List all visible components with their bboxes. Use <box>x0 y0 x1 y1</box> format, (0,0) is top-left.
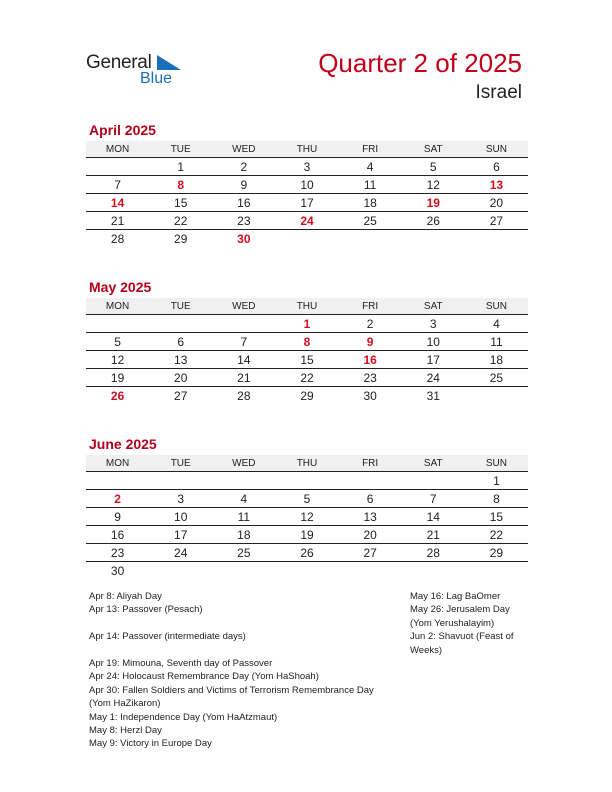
weekday-header: FRI <box>339 455 402 472</box>
holiday-day-cell: 19 <box>402 194 465 212</box>
day-cell: 7 <box>402 490 465 508</box>
week-row <box>86 315 528 333</box>
day-cell: 30 <box>110 563 125 578</box>
holiday-list-left <box>89 590 409 751</box>
week-row <box>86 562 528 580</box>
day-cell: 11 <box>212 508 275 526</box>
holiday-entry <box>89 644 409 657</box>
week-row <box>86 158 528 176</box>
day-cell: 4 <box>465 315 528 333</box>
holiday-day-cell: 14 <box>86 194 149 212</box>
empty-day-cell <box>402 562 465 580</box>
day-cell: 17 <box>402 351 465 369</box>
weekday-header: MON <box>86 298 149 315</box>
day-cell: 29 <box>174 231 188 246</box>
holiday-day-cell: 30 <box>237 231 251 246</box>
empty-day-cell <box>86 315 149 333</box>
empty-day-cell <box>402 472 465 490</box>
empty-day-cell <box>86 158 149 176</box>
holiday-entry: May 8: Herzl Day <box>89 725 162 737</box>
day-cell: 5 <box>86 333 149 351</box>
logo-general-text: General <box>86 52 152 73</box>
day-cell: 7 <box>86 176 149 194</box>
week-row <box>86 490 528 508</box>
day-cell: 4 <box>339 158 402 176</box>
day-cell: 9 <box>212 176 275 194</box>
day-cell: 15 <box>465 508 528 526</box>
month-title: May 2025 <box>89 279 152 295</box>
empty-day-cell <box>149 315 212 333</box>
day-cell: 21 <box>402 526 465 544</box>
day-cell: 28 <box>110 231 125 246</box>
weekday-header: WED <box>212 298 275 315</box>
empty-day-cell <box>275 472 338 490</box>
holiday-entry: May 9: Victory in Europe Day <box>89 738 212 750</box>
holiday-day-cell: 26 <box>110 388 125 403</box>
week-row <box>86 176 528 194</box>
weekday-header: THU <box>275 455 338 472</box>
holiday-list-right <box>410 590 530 657</box>
day-cell: 1 <box>465 472 528 490</box>
day-cell: 11 <box>465 333 528 351</box>
empty-day-cell <box>339 230 402 248</box>
page-title: Quarter 2 of 2025 <box>318 48 522 78</box>
day-cell: 5 <box>402 158 465 176</box>
logo <box>86 52 186 92</box>
day-cell: 15 <box>149 194 212 212</box>
empty-day-cell <box>212 472 275 490</box>
day-cell: 14 <box>402 508 465 526</box>
empty-day-cell <box>465 562 528 580</box>
week-row <box>86 369 528 387</box>
weekday-header: SUN <box>465 141 528 158</box>
day-cell: 17 <box>149 526 212 544</box>
empty-day-cell <box>149 562 212 580</box>
day-cell: 6 <box>465 158 528 176</box>
day-cell: 22 <box>465 526 528 544</box>
weekday-header: THU <box>275 141 338 158</box>
day-cell: 10 <box>402 333 465 351</box>
calendar-table <box>86 141 528 247</box>
day-cell: 13 <box>339 508 402 526</box>
weekday-header: TUE <box>149 298 212 315</box>
day-cell: 26 <box>402 212 465 230</box>
logo-triangle-icon <box>157 55 181 70</box>
week-row <box>86 508 528 526</box>
day-cell: 4 <box>212 490 275 508</box>
day-cell: 5 <box>275 490 338 508</box>
holiday-day-cell: 16 <box>339 351 402 369</box>
week-row <box>86 351 528 369</box>
day-cell: 10 <box>149 508 212 526</box>
day-cell: 18 <box>465 351 528 369</box>
day-cell: 27 <box>465 212 528 230</box>
weekday-header: WED <box>212 455 275 472</box>
weekday-header: FRI <box>339 141 402 158</box>
holiday-entry: Apr 14: Passover (intermediate days) <box>89 631 246 643</box>
weekday-header: SAT <box>402 298 465 315</box>
weekday-header: FRI <box>339 298 402 315</box>
day-cell: 23 <box>212 212 275 230</box>
day-cell: 22 <box>275 369 338 387</box>
day-cell: 12 <box>86 351 149 369</box>
day-cell: 1 <box>149 158 212 176</box>
day-cell: 19 <box>86 369 149 387</box>
day-cell: 30 <box>363 388 377 403</box>
logo-blue-text: Blue <box>140 70 173 87</box>
empty-day-cell <box>402 230 465 248</box>
day-cell: 20 <box>149 369 212 387</box>
holiday-entry: May 26: Jerusalem Day <box>410 604 510 616</box>
empty-day-cell <box>275 230 338 248</box>
empty-day-cell <box>149 472 212 490</box>
day-cell: 27 <box>174 388 188 403</box>
day-cell: 3 <box>402 315 465 333</box>
day-cell: 25 <box>212 544 275 562</box>
calendar-table <box>86 298 528 404</box>
day-cell: 12 <box>275 508 338 526</box>
weekday-header: SUN <box>465 298 528 315</box>
holiday-entry: Apr 8: Aliyah Day <box>89 591 162 602</box>
day-cell: 2 <box>212 158 275 176</box>
day-cell: 24 <box>402 369 465 387</box>
day-cell: 25 <box>465 369 528 387</box>
day-cell: 26 <box>275 544 338 562</box>
holiday-entry: May 1: Independence Day (Yom HaAtzmaut) <box>89 711 278 723</box>
day-cell: 24 <box>149 544 212 562</box>
day-cell: 23 <box>86 544 149 562</box>
day-cell: 28 <box>237 388 251 403</box>
week-row <box>86 333 528 351</box>
day-cell: 13 <box>149 351 212 369</box>
day-cell: 8 <box>465 490 528 508</box>
holiday-entry: Apr 30: Fallen Soldiers and Victims of Terrorism Remembrance Day <box>89 684 374 696</box>
holiday-entry: (Yom Yerushalayim) <box>410 617 495 629</box>
day-cell: 11 <box>339 176 402 194</box>
empty-day-cell <box>465 387 528 405</box>
day-cell: 22 <box>149 212 212 230</box>
day-cell: 20 <box>339 526 402 544</box>
empty-day-cell <box>212 562 275 580</box>
day-cell: 31 <box>426 388 440 403</box>
day-cell: 29 <box>300 388 314 403</box>
empty-day-cell <box>339 562 402 580</box>
holiday-day-cell: 2 <box>86 490 149 508</box>
weekday-header: TUE <box>149 455 212 472</box>
day-cell: 7 <box>212 333 275 351</box>
week-row <box>86 472 528 490</box>
holiday-day-cell: 8 <box>275 333 338 351</box>
country-name: Israel <box>475 82 522 103</box>
week-row <box>86 194 528 212</box>
day-cell: 9 <box>86 508 149 526</box>
day-cell: 12 <box>402 176 465 194</box>
day-cell: 3 <box>275 158 338 176</box>
day-cell: 21 <box>86 212 149 230</box>
day-cell: 29 <box>465 544 528 562</box>
holiday-day-cell: 8 <box>149 176 212 194</box>
day-cell: 14 <box>212 351 275 369</box>
empty-day-cell <box>86 472 149 490</box>
weekday-header: MON <box>86 141 149 158</box>
holiday-entry: Apr 13: Passover (Pesach) <box>89 604 203 616</box>
holiday-day-cell: 24 <box>275 212 338 230</box>
empty-day-cell <box>465 230 528 248</box>
holiday-entry: (Yom HaZikaron) <box>89 698 161 710</box>
day-cell: 28 <box>402 544 465 562</box>
empty-day-cell <box>339 472 402 490</box>
holiday-day-cell: 1 <box>275 315 338 333</box>
day-cell: 18 <box>339 194 402 212</box>
day-cell: 19 <box>275 526 338 544</box>
day-cell: 27 <box>339 544 402 562</box>
day-cell: 16 <box>86 526 149 544</box>
holiday-entry: Apr 19: Mimouna, Seventh day of Passover <box>89 658 273 670</box>
holiday-entry: Weeks) <box>410 644 443 656</box>
holiday-day-cell: 13 <box>465 176 528 194</box>
day-cell: 3 <box>149 490 212 508</box>
holiday-entry: May 16: Lag BaOmer <box>410 591 501 602</box>
weekday-header: MON <box>86 455 149 472</box>
day-cell: 6 <box>339 490 402 508</box>
month-title: April 2025 <box>89 122 156 138</box>
holiday-day-cell: 9 <box>339 333 402 351</box>
week-row <box>86 230 528 248</box>
day-cell: 25 <box>339 212 402 230</box>
day-cell: 21 <box>212 369 275 387</box>
month-title: June 2025 <box>89 436 157 452</box>
week-row <box>86 544 528 562</box>
day-cell: 17 <box>275 194 338 212</box>
weekday-header: SAT <box>402 455 465 472</box>
day-cell: 10 <box>275 176 338 194</box>
day-cell: 20 <box>465 194 528 212</box>
day-cell: 23 <box>339 369 402 387</box>
day-cell: 15 <box>275 351 338 369</box>
day-cell: 18 <box>212 526 275 544</box>
week-row <box>86 387 528 405</box>
holiday-entry: Apr 24: Holocaust Remembrance Day (Yom HaShoah) <box>89 671 319 683</box>
holiday-entry: Jun 2: Shavuot (Feast of <box>410 631 514 643</box>
day-cell: 16 <box>212 194 275 212</box>
weekday-header: THU <box>275 298 338 315</box>
calendar-table <box>86 455 528 579</box>
holiday-entry <box>89 617 409 630</box>
empty-day-cell <box>275 562 338 580</box>
weekday-header: TUE <box>149 141 212 158</box>
day-cell: 2 <box>339 315 402 333</box>
weekday-header: WED <box>212 141 275 158</box>
week-row <box>86 212 528 230</box>
weekday-header: SUN <box>465 455 528 472</box>
empty-day-cell <box>212 315 275 333</box>
day-cell: 6 <box>149 333 212 351</box>
weekday-header: SAT <box>402 141 465 158</box>
week-row <box>86 526 528 544</box>
